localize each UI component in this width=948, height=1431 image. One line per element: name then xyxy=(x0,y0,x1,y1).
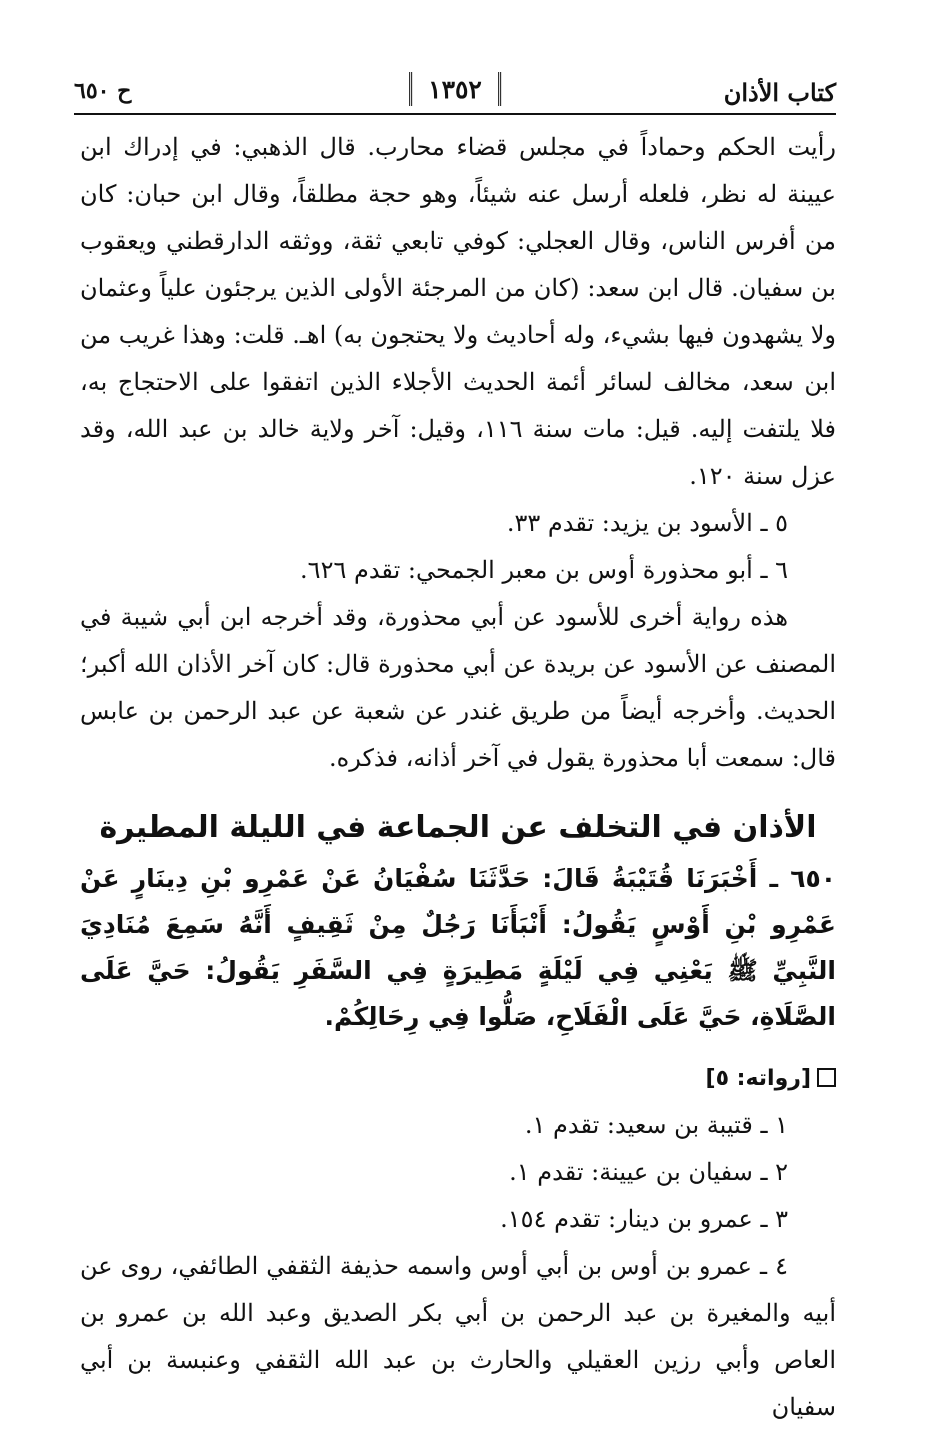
note-paragraph: هذه رواية أخرى للأسود عن أبي محذورة، وقد أخرجه ابن أبي شيبة في المصنف عن الأسود عن بريدة عن أبي محذورة قال: كان آخر الأذان الله أكبر؛ الحديث. وأخرجه أيضاً من طريق غندر عن شعبة عن عبد الرحمن بن عابس قال: سمعت أبا محذورة يقول في آخر أذانه، فذكره. xyxy=(80,603,837,772)
narrator-4-paragraph: ٤ ـ عمرو بن أوس بن أبي أوس واسمه حذيفة الثقفي الطائفي، روى عن أبيه والمغيرة بن عبد الرحمن بن أبي بكر الصديق وعبد الله بن عمرو بن العاص وأبي رزين العقيلي والحارث بن عبد الله الثقفي وعنبسة بن أبي سفيان xyxy=(80,1252,836,1421)
chapter-heading: الأذان في التخلف عن الجماعة في الليلة المطيرة xyxy=(99,810,817,845)
page-body xyxy=(80,124,836,1431)
list-item: ٣ ـ عمرو بن دينار: تقدم ١٥٤. xyxy=(500,1205,788,1233)
narrators-heading-label: [رواته: ٥] xyxy=(705,1066,811,1091)
narrators-heading xyxy=(80,1056,836,1102)
list-item: ٥ ـ الأسود بن يزيد: تقدم ٣٣. xyxy=(506,509,788,537)
list-item: ٢ ـ سفيان بن عيينة: تقدم ١. xyxy=(509,1158,788,1186)
hadith-ref: ح ٦٥٠ xyxy=(74,78,132,104)
header-rule xyxy=(74,113,836,115)
book-title: كتاب الأذان xyxy=(723,78,836,107)
page-number: ١٣٥٢ xyxy=(409,72,501,106)
list-item: ١ ـ قتيبة بن سعيد: تقدم ١. xyxy=(524,1111,788,1139)
hadith-text: ٦٥٠ ـ أَخْبَرَنَا قُتَيْبَةُ قَالَ: حَدَّثَنَا سُفْيَانُ عَنْ عَمْرِو بْنِ دِينَارٍ عَنْ عَمْرِو بْنِ أَوْسٍ يَقُولُ: أَنْبَأَنَا رَجُلٌ مِنْ ثَقِيفٍ أَنَّهُ سَمِعَ مُنَادِيَ النَّبِيِّ ﷺ يَعْنِي فِي لَيْلَةٍ مَطِيرَةٍ فِي السَّفَرِ يَقُولُ: حَيَّ عَلَى الصَّلَاةِ، حَيَّ عَلَى الْفَلَاحِ، صَلُّوا فِي رِحَالِكُمْ. xyxy=(80,864,836,1031)
square-icon xyxy=(817,1068,836,1087)
top-paragraph: رأيت الحكم وحماداً في مجلس قضاء محارب. قال الذهبي: في إدراك ابن عيينة له نظر، فلعله أرسل عنه شيئاً، وهو حجة مطلقاً، وقال ابن حبان: كان من أفرس الناس، وقال العجلي: كوفي تابعي ثقة، ووثقه الدارقطني ويعقوب بن سفيان. قال ابن سعد: (كان من المرجئة الأولى الذين يرجئون علياً وعثمان ولا يشهدون فيها بشيء، وله أحاديث ولا يحتجون به) اهـ. قلت: وهذا غريب من ابن سعد، مخالف لسائر أئمة الحديث الأجلاء الذين اتفقوا على الاحتجاج به، فلا يلتفت إليه. قيل: مات سنة ١١٦، وقيل: آخر ولاية خالد بن عبد الله، وقد عزل سنة ١٢٠. xyxy=(80,133,836,490)
page-header xyxy=(74,72,836,112)
list-item: ٦ ـ أبو محذورة أوس بن معبر الجمحي: تقدم ٦٢٦. xyxy=(300,556,788,584)
